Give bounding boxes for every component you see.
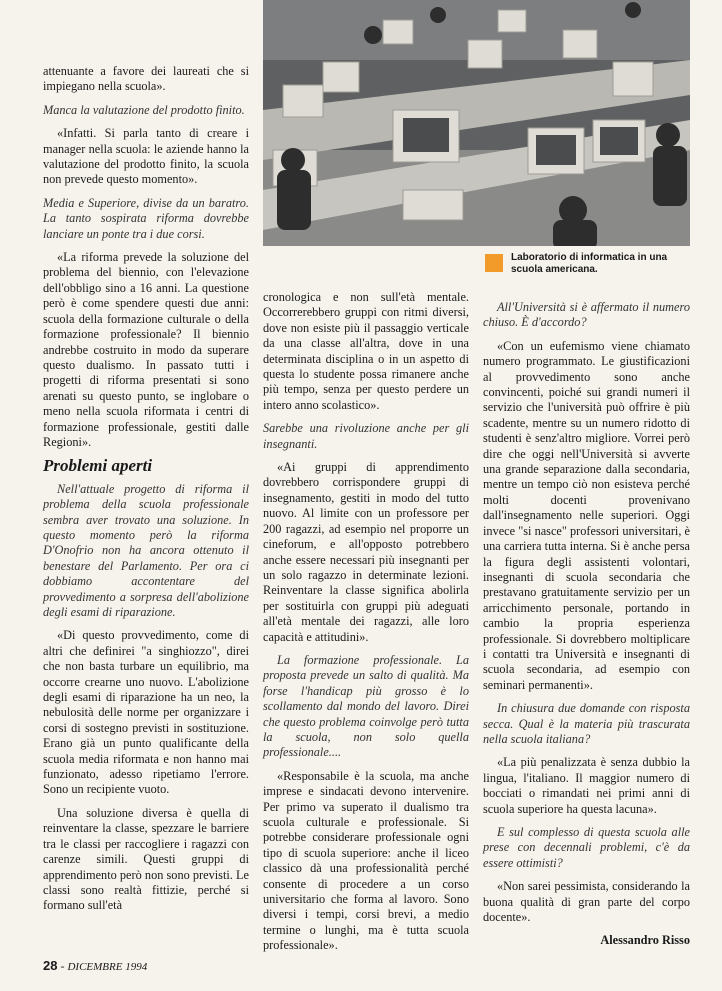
footer-separator: - <box>57 959 68 973</box>
question: Media e Superiore, divise da un baratro. La tanto sospirata riforma dovrebbe lanciare un ponte tra i due corsi. <box>43 195 249 241</box>
paragraph: «Responsabile è la scuola, ma anche imprese e sindacati devono intervenire. Per primo va superato il dualismo tra scuola culturale e professionale. Si potrebbe considerare professionale ogni tipo di scuola superiore: anche il liceo classico dà una professionalità perché consente di procedere a un corso universitario che forma al lavoro. Sono diversi i tempi, corsi brevi, a medio termine o lunghi, ma è tutta scuola professionale». <box>263 768 469 953</box>
question: In chiusura due domande con risposta secca. Qual è la materia più trascurata nella scuola italiana? <box>483 701 690 746</box>
paragraph: «Non sarei pessimista, considerando la buona qualità di gran parte del corpo docente». <box>483 879 690 925</box>
section-heading: Problemi aperti <box>43 456 153 476</box>
question: Manca la valutazione del prodotto finito. <box>43 102 245 117</box>
paragraph: «La più penalizzata è senza dubbio la lingua, l'italiano. Il maggior numero di bocciati o rimandati nei primi anni di scuola superiore ha questa lacuna». <box>483 755 690 816</box>
page-number: 28 <box>43 958 58 973</box>
computer-lab-photo <box>263 0 690 246</box>
author-signature: Alessandro Risso <box>600 933 690 948</box>
caption-marker <box>485 254 503 272</box>
question: All'Università si è affermato il numero chiuso. È d'accordo? <box>483 300 690 330</box>
question: Nell'attuale progetto di riforma il problema della scuola professionale sembra aver trovato una soluzione. In questo momento però la riforma D'Onofrio non ha ancora ottenuto il benestare del Parlamento. Per ora ci dobbiamo accontentare del provvedimento a sorpresa dell'abolizione degli esami di riparazione. <box>43 481 249 619</box>
paragraph: «Infatti. Si parla tanto di creare i manager nella scuola: le aziende hanno la valutazione del prodotto finito, la scuola non prevede questo momento». <box>43 126 249 187</box>
column-1 <box>43 64 249 922</box>
paragraph: «Di questo provvedimento, come di altri che definirei "a singhiozzo", direi che non basta turbare un equilibrio, ma occorre crearne uno nuovo. L'abolizione degli esami di riparazione ha un neo, la nebulosità delle norme per organizzare i corsi di sostegno previsti in sostituzione. Erano già un punto qualificante della scuola media riformata e non hanno mai funzionato, adesso ripetiamo l'errore. Sono un recipiente vuoto. <box>43 628 249 797</box>
paragraph: «Con un eufemismo viene chiamato numero programmato. Le giustificazioni al provvedimento sono anche convincenti, poiché sui grandi numeri il servizio che l'università può offrire è più scadente, mentre su un numero ridotto di studenti è senz'altro migliore. Vorrei però dire che oggi nell'Università si avverte una grande separazione dalla secondaria, mentre un tempo ciò non esisteva perché molti docenti provenivano dall'insegnamento nelle superiori. Oggi invece "si nasce" professori universitari, è una carriera tutta interna. Si è anche persa la figura degli assistenti volontari, insegnanti di scuola secondaria che prestavano gratuitamente servizio per un arricchimento personale, portando in cambio la propria esperienza professionale. Si dovrebbero moltiplicare i contatti tra Università e insegnanti di scuola secondaria, ad esempio con seminari permanenti». <box>483 338 690 692</box>
column-2 <box>263 290 469 962</box>
photo-caption <box>485 252 690 276</box>
question: E sul complesso di questa scuola alle prese con decennali problemi, c'è da essere ottimisti? <box>483 825 690 870</box>
paragraph: «Ai gruppi di apprendimento dovrebbero corrispondere gruppi di insegnamento, gestiti in modo del tutto nuovo. Al limite con un professore per 200 ragazzi, ad esempio nel proporre un cineforum, e all'opposto potrebbero anche essere necessari più insegnanti per un solo ragazzo in determinate lezioni. Reinventare la classe significa abolirla per sostituirla con gruppi più adeguati all'età mentale dei ragazzi, alle loro capacità e attitudini». <box>263 460 469 644</box>
paragraph: «La riforma prevede la soluzione del problema del biennio, con l'elevazione dell'obbligo sino a 16 anni. La questione però è come spendere questi due anni: scuola della formazione culturale o della formazione professionale? Il biennio andrebbe costruito in modo da superare questo dualismo. In passato tutti i progetti di riforma presentati si sono arenati su questo punto, se inglobare o meno nella scuola riformata i centri di formazione professionale, gestiti dalle Regioni». <box>43 250 249 449</box>
paragraph: attenuante a favore dei laureati che si impiegano nella scuola». <box>43 64 249 94</box>
column-3 <box>483 300 690 949</box>
paragraph: cronologica e non sull'età mentale. Occorrerebbero gruppi con ritmi diversi, dove non esiste più il passaggio verticale da una classe all'altra, dove in una determinata disciplina o in un aspetto di questa lo studente possa rimanere anche più tempo, senza per questo perdere un intero anno scolastico». <box>263 290 469 412</box>
paragraph: Una soluzione diversa è quella di reinventare la classe, spezzare le barriere tra le classi per raccogliere i ragazzi con carenze simili. Questi gruppi di apprendimento però non sono previsti. Le classi sono realtà fittizie, perché si formano sull'età <box>43 805 249 913</box>
issue-date: DICEMBRE 1994 <box>67 961 148 973</box>
page-footer <box>43 958 147 974</box>
question: La formazione professionale. La proposta prevede un salto di qualità. Ma forse l'handicap più grosso è lo scollamento dal mondo del lavoro. Direi che questo problema coinvolge però tutta la scuola, non solo quella professionale.... <box>263 652 469 760</box>
question: Sarebbe una rivoluzione anche per gli insegnanti. <box>263 421 469 451</box>
computer-lab-illustration <box>263 0 690 246</box>
caption-text: Laboratorio di informatica in una scuola americana. <box>511 252 668 275</box>
